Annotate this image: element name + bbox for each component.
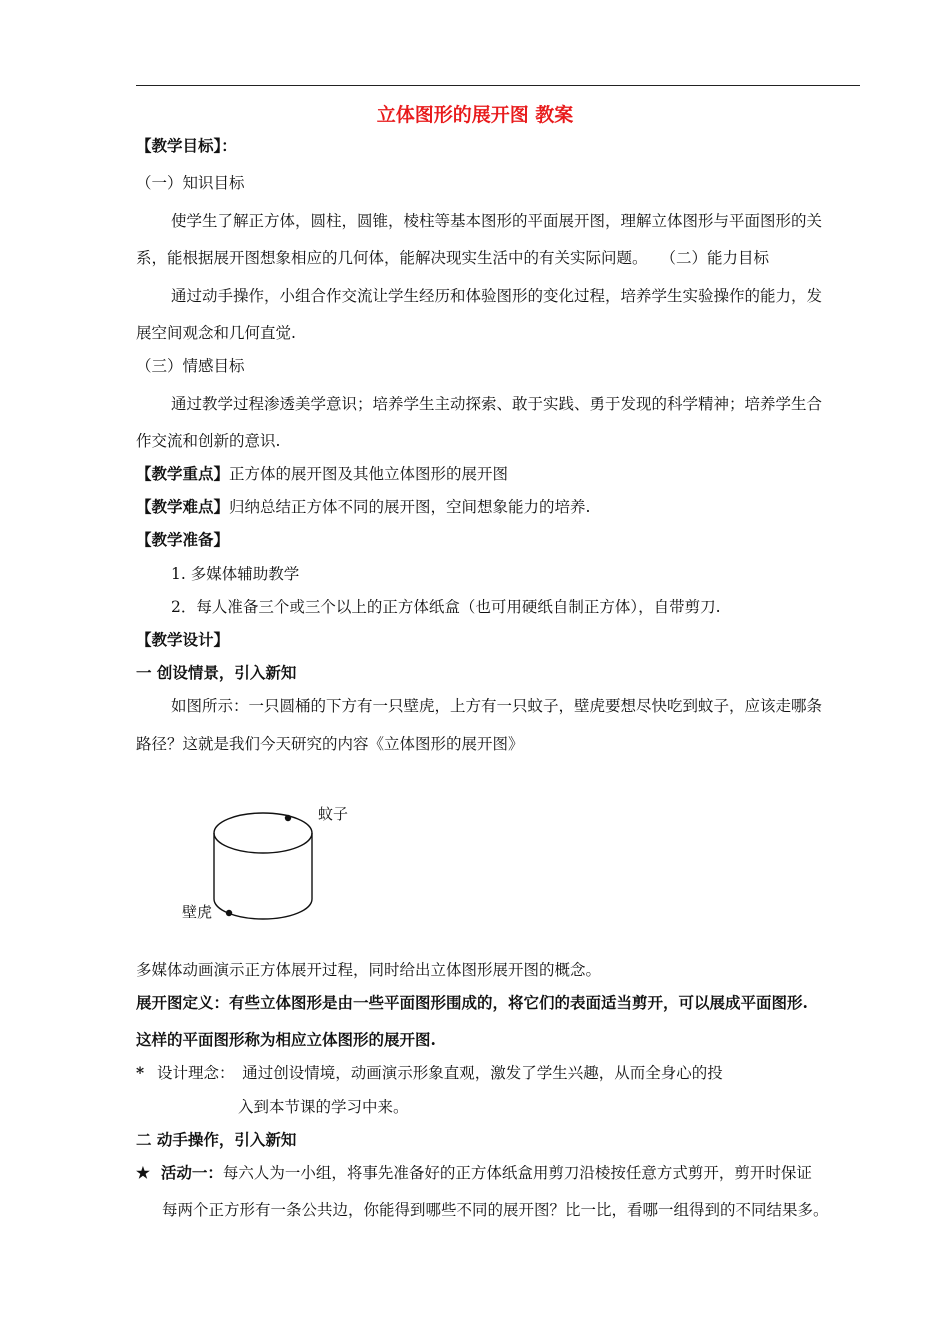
prep-item-2: 2．每人准备三个或三个以上的正方体纸盒（也可用硬纸自制正方体），自带剪刀.	[171, 598, 721, 616]
goal3-heading: （三）情感目标	[136, 357, 245, 375]
goal2-text-2: 展空间观念和几何直觉.	[136, 324, 296, 342]
activity-line-1	[136, 1163, 812, 1183]
definition-line-2: 这样的平面图形称为相应立体图形的展开图.	[136, 1030, 436, 1049]
design-idea-text-1: 设计理念： 通过创设情境，动画演示形象直观，激发了学生兴趣，从而全身心的投	[157, 1064, 723, 1082]
activity-text-1: 每六人为一小组，将事先准备好的正方体纸盒用剪刀沿棱按任意方式剪开，剪开时保证	[222, 1164, 812, 1182]
asterisk-mark: *	[136, 1063, 145, 1082]
section1-heading: 一 创设情景，引入新知	[136, 663, 297, 682]
design-idea-line-2: 入到本节课的学习中来。	[238, 1098, 409, 1116]
goal1-heading: （一）知识目标	[136, 174, 245, 192]
goal2-text-1: 通过动手操作，小组合作交流让学生经历和体验图形的变化过程，培养学生实验操作的能力，发	[171, 287, 823, 305]
mosquito-label: 蚊子	[318, 805, 349, 823]
key-point-label: 【教学重点】	[136, 464, 230, 483]
definition-line-1: 展开图定义：有些立体图形是由一些平面图形围成的，将它们的表面适当剪开，可以展成平面图形.	[136, 993, 808, 1012]
page-title: 立体图形的展开图 教案	[376, 104, 574, 126]
design-heading: 【教学设计】	[136, 630, 230, 649]
goal3-text-2: 作交流和创新的意识.	[136, 432, 281, 450]
activity-label: 活动一：	[160, 1163, 223, 1182]
gecko-dot	[226, 910, 232, 916]
header-rule	[136, 85, 860, 86]
demo-text: 多媒体动画演示正方体展开过程，同时给出立体图形展开图的概念。	[136, 961, 602, 979]
activity-line-2: 每两个正方形有一条公共边，你能得到哪些不同的展开图？比一比，看哪一组得到的不同结果多。	[162, 1201, 829, 1219]
gecko-label: 壁虎	[182, 903, 213, 921]
prep-heading: 【教学准备】	[136, 530, 230, 549]
cylinder-top-ellipse	[214, 813, 312, 853]
goal3-text-1: 通过教学过程渗透美学意识；培养学生主动探索、敢于实践、勇于发现的科学精神；培养学生合	[171, 395, 823, 413]
key-point-text: 正方体的展开图及其他立体图形的展开图	[229, 465, 509, 483]
section1-text-2: 路径？这就是我们今天研究的内容《立体图形的展开图》	[136, 735, 524, 753]
section1-text-1: 如图所示：一只圆桶的下方有一只壁虎，上方有一只蚊子，壁虎要想尽快吃到蚊子，应该走哪条	[171, 697, 823, 715]
difficulty	[136, 497, 590, 517]
design-idea-line-1	[136, 1063, 723, 1083]
difficulty-label: 【教学难点】	[136, 497, 230, 516]
difficulty-text: 归纳总结正方体不同的展开图，空间想象能力的培养.	[229, 498, 591, 516]
star-icon: ★	[136, 1163, 150, 1182]
key-point	[136, 464, 508, 484]
cylinder-figure	[170, 795, 370, 929]
goal1-text-2-body: 系，能根据展开图想象相应的几何体，能解决现实生活中的有关实际问题。	[136, 249, 648, 267]
section2-heading: 二 动手操作，引入新知	[136, 1130, 297, 1149]
goal2-heading: （二）能力目标	[660, 249, 769, 267]
mosquito-dot	[285, 815, 291, 821]
goal1-text-1: 使学生了解正方体，圆柱，圆锥，棱柱等基本图形的平面展开图，理解立体图形与平面图形的关	[171, 212, 823, 230]
goals-heading: 【教学目标】：	[136, 136, 237, 155]
goal1-text-2	[136, 248, 769, 268]
prep-item-1: 1. 多媒体辅助教学	[171, 565, 300, 583]
